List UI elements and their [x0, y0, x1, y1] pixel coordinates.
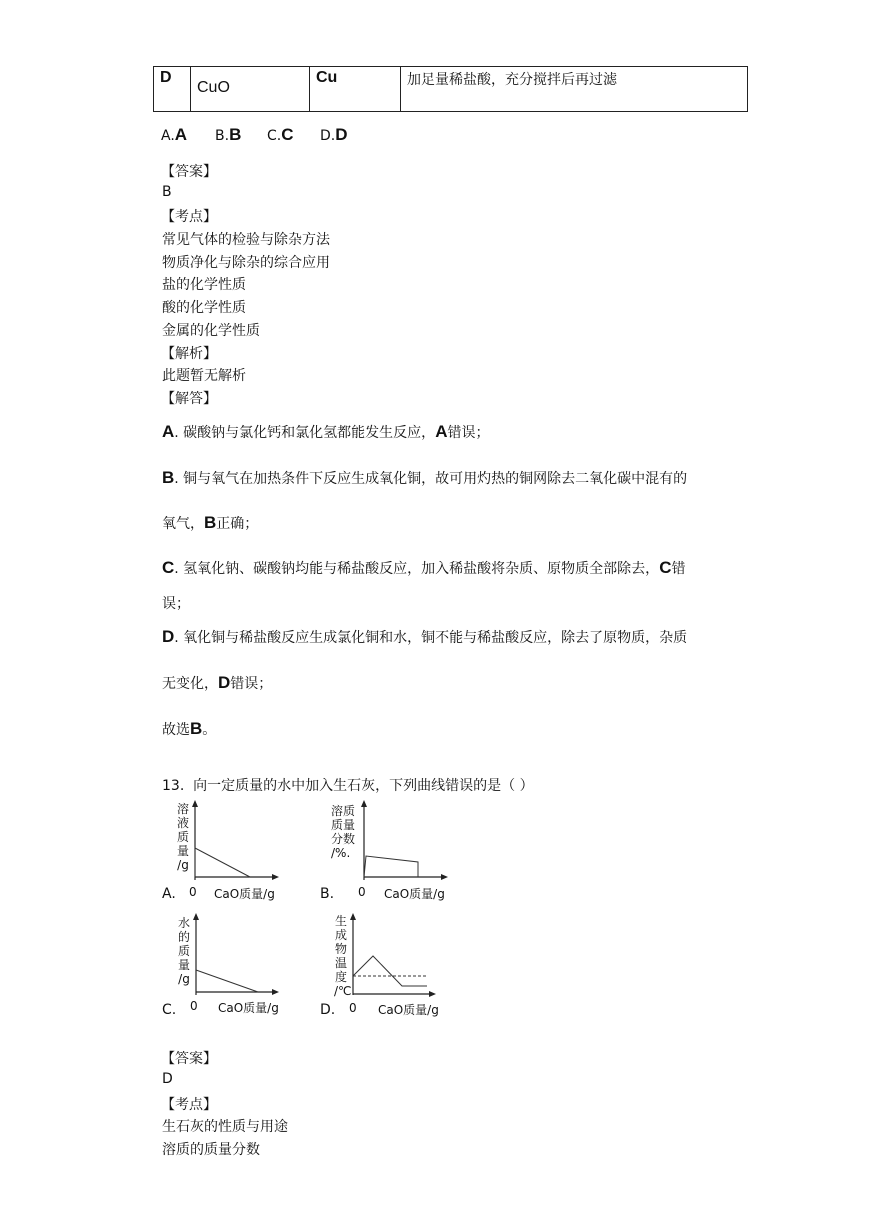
curve [364, 856, 418, 877]
choice-c-letter: C [281, 125, 294, 144]
point-item: 金属的化学性质 [162, 323, 260, 339]
question-text: 向一定质量的水中加入生石灰，下列曲线错误的是（ ） [193, 778, 534, 794]
ylabel-char: 的 [177, 930, 190, 944]
x-axis-arrow [429, 991, 436, 997]
solution-a-line [162, 422, 489, 442]
choice-d[interactable] [320, 125, 348, 145]
x-axis-arrow [272, 874, 279, 880]
ylabel-char: /℃ [334, 984, 352, 998]
choice-b-letter: B [229, 125, 242, 144]
graph-d-label[interactable]: D. [320, 1002, 336, 1018]
ylabel-char: 温 [334, 956, 347, 970]
solution-d-line2 [162, 673, 272, 693]
sol-text: . 铜与氧气在加热条件下反应生成氧化铜，故可用灼热的铜网除去二氧化碳中混有的 [174, 471, 688, 487]
sol-text: . 氧化铜与稀盐酸反应生成氯化铜和水，铜不能与稀盐酸反应，除去了原物质，杂质 [174, 630, 688, 646]
ylabel-char: 质量 [331, 818, 356, 832]
x-axis-arrow [272, 989, 279, 995]
ylabel-char: 量 [177, 958, 190, 972]
ylabel-char: 生 [334, 914, 347, 928]
choice-a[interactable] [161, 125, 187, 145]
sol-letter: B [162, 468, 175, 487]
choice-a-letter: A [174, 125, 188, 144]
choice-a-prefix: A. [161, 128, 175, 144]
graph-b-ylabel [331, 804, 361, 860]
ylabel-char: 质 [177, 944, 190, 958]
q13-points-header: 【考点】 [161, 1097, 217, 1113]
ylabel-char: 分数 [331, 832, 356, 846]
points-header: 【考点】 [161, 209, 217, 225]
graph-a-origin: 0 [189, 885, 197, 899]
ylabel-char: 物 [334, 942, 347, 956]
sol-verdict: 错 [671, 561, 686, 577]
answer-header: 【答案】 [161, 164, 217, 180]
option-letter-cell [154, 67, 191, 112]
solution-d-line [162, 627, 687, 647]
graph-d-plot [347, 913, 437, 997]
q13-answer-value: D [162, 1071, 173, 1087]
graph-b-label[interactable]: B. [320, 886, 335, 902]
sol-end: 。 [202, 722, 217, 738]
ylabel-char: 水 [177, 916, 190, 930]
sol-text: 故选 [162, 722, 190, 738]
sol-text: . 碳酸钠与氯化钙和氯化氢都能发生反应， [174, 425, 436, 441]
answer-value: B [162, 184, 172, 200]
graph-c-ylabel [177, 916, 191, 986]
choice-c-prefix: C. [267, 128, 282, 144]
sol-text: . 氢氧化钠、碳酸钠均能与稀盐酸反应，加入稀盐酸将杂质、原物质全部除去， [174, 561, 660, 577]
solution-final-line [162, 719, 216, 739]
sol-text: 无变化， [162, 676, 218, 692]
analysis-text: 此题暂无解析 [162, 368, 246, 384]
graph-a-xlabel: CaO质量/g [214, 887, 275, 901]
sol-letter: B [190, 719, 203, 738]
ylabel-char: 溶 [176, 802, 189, 816]
curve [196, 970, 258, 992]
ylabel-char: /g [178, 972, 190, 986]
graph-c-origin: 0 [190, 999, 198, 1013]
solution-header: 【解答】 [161, 391, 217, 407]
choice-b-prefix: B. [215, 128, 230, 144]
sol-verdict: 错误； [230, 676, 273, 692]
sol-letter: D [162, 627, 175, 646]
option-letter: D [160, 69, 172, 86]
sol-verdict: 错误； [447, 425, 490, 441]
graph-d-ylabel [334, 914, 352, 998]
graph-b-origin: 0 [358, 885, 366, 899]
sol-letter: C [162, 558, 175, 577]
question-13-stem [162, 775, 534, 795]
choice-c[interactable] [267, 125, 294, 145]
solution-b-line [162, 468, 687, 488]
impurity-value: Cu [316, 69, 338, 86]
options-table-row [153, 66, 748, 112]
ylabel-char: /%. [331, 846, 351, 860]
point-item: 物质净化与除杂的综合应用 [162, 255, 330, 271]
graph-c-xlabel: CaO质量/g [218, 1001, 279, 1015]
point-item: 酸的化学性质 [162, 300, 246, 316]
question-number: 13. [162, 778, 185, 794]
graph-a-label[interactable]: A. [162, 886, 176, 902]
sol-text: 氧气， [162, 516, 204, 532]
solution-b-line2 [162, 513, 258, 533]
x-axis-arrow [441, 874, 448, 880]
ylabel-char: 溶质 [331, 804, 356, 818]
solution-c-line [162, 558, 685, 578]
ylabel-char: 量 [176, 844, 189, 858]
sol-letter: D [218, 673, 231, 692]
graph-a-plot [190, 800, 280, 882]
sol-verdict: 正确； [216, 516, 259, 532]
y-axis-arrow [193, 913, 199, 920]
ylabel-char: /g [177, 858, 189, 872]
q13-point-item: 溶质的质量分数 [162, 1142, 260, 1158]
q13-point-item: 生石灰的性质与用途 [162, 1119, 288, 1135]
sol-letter: A [435, 422, 448, 441]
point-item: 盐的化学性质 [162, 277, 246, 293]
solution-c-line2: 误； [162, 596, 190, 612]
ylabel-char: 成 [334, 928, 347, 942]
choice-d-letter: D [335, 125, 348, 144]
point-item: 常见气体的检验与除杂方法 [162, 232, 330, 248]
y-axis-arrow [350, 913, 356, 920]
ylabel-char: 度 [334, 970, 347, 984]
method-cell [401, 67, 748, 112]
analysis-header: 【解析】 [161, 346, 217, 362]
sol-letter: C [659, 558, 672, 577]
graph-c-plot [190, 913, 280, 997]
graph-a-ylabel [176, 802, 190, 872]
impurity-cell [310, 67, 401, 112]
ylabel-char: 液 [176, 816, 189, 830]
substance-cell [191, 67, 310, 112]
graph-c-label[interactable]: C. [162, 1002, 177, 1018]
substance-value: CuO [197, 79, 230, 96]
q13-answer-header: 【答案】 [161, 1051, 217, 1067]
graph-b-xlabel: CaO质量/g [384, 887, 445, 901]
y-axis-arrow [361, 800, 367, 807]
y-axis-arrow [192, 800, 198, 807]
choice-b[interactable] [215, 125, 241, 145]
curve [353, 956, 427, 986]
graph-b-plot [359, 800, 449, 882]
graph-d-origin: 0 [349, 1001, 357, 1015]
curve [195, 848, 250, 877]
sol-letter: A [162, 422, 175, 441]
choice-d-prefix: D. [320, 128, 336, 144]
sol-letter: B [204, 513, 217, 532]
method-value: 加足量稀盐酸，充分搅拌后再过滤 [407, 72, 617, 88]
graph-d-xlabel: CaO质量/g [378, 1003, 439, 1017]
ylabel-char: 质 [176, 830, 189, 844]
